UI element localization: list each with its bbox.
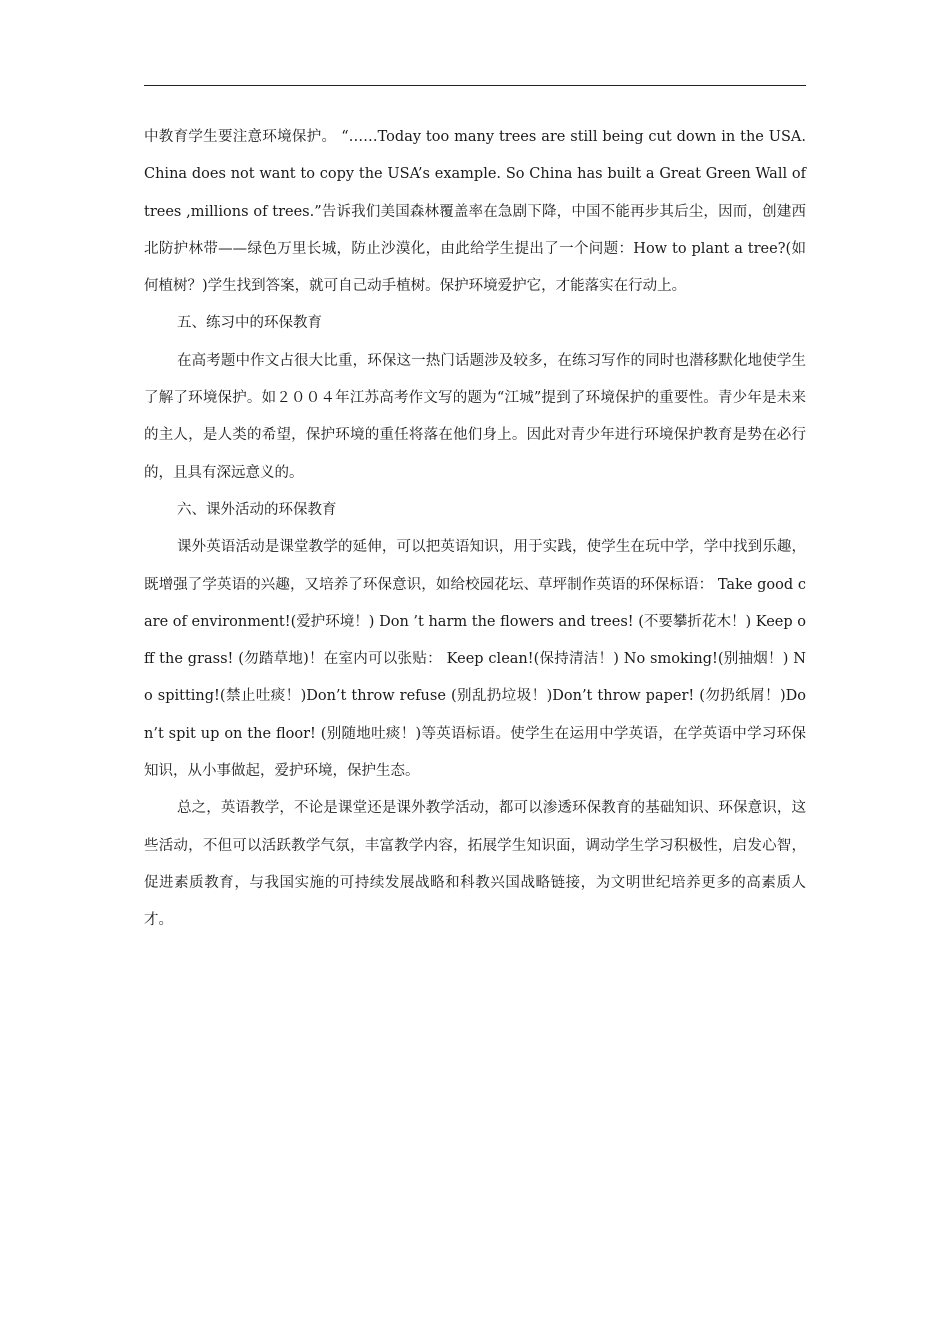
document-body	[144, 119, 806, 940]
body-paragraph: 课外英语活动是课堂教学的延伸，可以把英语知识，用于实践，使学生在玩中学，学中找到乐趣，既增强了学英语的兴趣，又培养了环保意识，如给校园花坛、草坪制作英语的环保标语： Take good care of environment!(爱护环境！) Don ’t harm the flowers and trees! (不要攀折花木！) Keep off the grass! (勿踏草地)！在室内可以张贴： Keep clean!(保持清洁！) No smoking!(别抽烟！) No spitting!(禁止吐痰！)Don’t throw refuse (别乱扔垃圾！)Don’t throw paper! (勿扔纸屑！)Don’t spit up on the floor! (别随地吐痰！)等英语标语。使学生在运用中学英语，在学英语中学习环保知识，从小事做起，爱护环境，保护生态。	[144, 539, 806, 780]
body-paragraph: 在高考题中作文占很大比重，环保这一热门话题涉及较多，在练习写作的同时也潜移默化地使学生了解了环境保护。如２００４年江苏高考作文写的题为“江城”提到了环境保护的重要性。青少年是未来的主人，是人类的希望，保护环境的重任将落在他们身上。因此对青少年进行环境保护教育是势在必行的，且具有深远意义的。	[144, 352, 806, 481]
section-heading-practice: 五、练习中的环保教育	[177, 315, 322, 332]
body-paragraph: 中教育学生要注意环境保护。 “……Today too many trees are still being cut down in the USA. China does not want to copy the USA’s example. So China has built a Great Green Wall of trees ,millions of trees.”告诉我们美国森林覆盖率在急剧下降，中国不能再步其后尘，因而，创建西北防护林带——绿色万里长城，防止沙漠化，由此给学生提出了一个问题：How to plant a tree?(如何植树？)学生找到答案，就可自己动手植树。保护环境爱护它，才能落实在行动上。	[144, 129, 806, 295]
conclusion-paragraph: 总之，英语教学，不论是课堂还是课外教学活动，都可以渗透环保教育的基础知识、环保意识，这些活动，不但可以活跃教学气氛，丰富教学内容，拓展学生知识面，调动学生学习积极性，启发心智，促进素质教育，与我国实施的可持续发展战略和科教兴国战略链接，为文明世纪培养更多的高素质人才。	[144, 800, 806, 929]
header-rule	[144, 85, 806, 86]
section-heading-extracurricular: 六、课外活动的环保教育	[177, 501, 337, 518]
